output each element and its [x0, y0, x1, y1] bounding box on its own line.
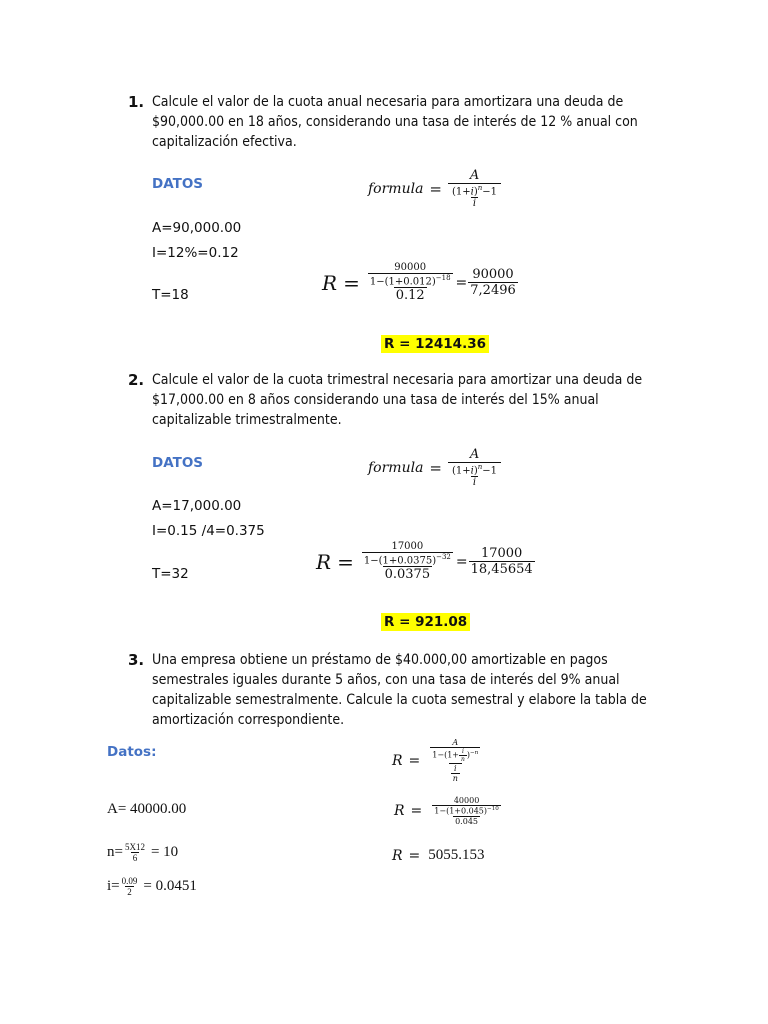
calc-numerator: 17000 — [391, 541, 424, 552]
problem-2-answer: R = 921.08 — [381, 613, 470, 631]
problem-3-n: n= $\frac{5X12}{6}$ = 10 — [107, 842, 179, 863]
n-numerator: 5X12 — [124, 842, 145, 852]
problem-1-periods: T=18 — [152, 287, 189, 303]
calc-divisor: 0.12 — [395, 288, 425, 304]
problem-3-line-1: Una empresa obtiene un préstamo de $40.000,00 amortizable en pagos — [152, 652, 608, 668]
problem-3-calculation: R = $\frac{\frac{40000}{1-(1+0.045)^{-10}}}{0.045}$ — [394, 796, 499, 826]
problem-3-i: i= $\frac{0.09}{2}$ = 0.0451 — [107, 876, 197, 897]
problem-1-line-2: $90,000.00 en 18 años, considerando una tasa de interés de 12 % anual con — [152, 114, 638, 130]
n-denominator: 6 — [132, 853, 138, 863]
problem-3-number: 3. — [128, 651, 145, 669]
problem-1-line-1: Calcule el valor de la cuota anual necesaria para amortizara una deuda de — [152, 94, 624, 110]
formula-fraction: A $\frac{(1+i)^n-1}{i}$ — [448, 447, 501, 488]
i-value: = 0.0451 — [143, 878, 197, 894]
calc-inner: 1−(1+0.0375) — [363, 555, 437, 567]
problem-2-amount: A=17,000.00 — [152, 498, 242, 514]
problem-1-answer: R = 12414.36 — [381, 335, 489, 353]
problem-3-formula: R = A 1−(1+ $\frac{i}{n}$ )$^{-n}$ $\frac{i}{n}$ — [392, 738, 479, 783]
calc-exponent: −32 — [436, 553, 451, 561]
problem-3-line-3: capitalizable semestralmente. Calcule la cuota semestral y elabore la tabla de — [152, 692, 647, 708]
problem-1-statement — [152, 92, 660, 152]
result-value: 5055.153 — [428, 847, 485, 863]
calc-exponent: −10 — [487, 806, 499, 812]
i-numerator: 0.09 — [121, 876, 138, 886]
result-denominator: 18,45654 — [470, 562, 533, 578]
problem-3-amount: A= 40000.00 — [107, 801, 187, 817]
calc-divisor: 0.0375 — [384, 567, 431, 583]
problem-2-line-1: Calcule el valor de la cuota trimestral necesaria para amortizar una deuda de — [152, 372, 643, 388]
problem-2-statement — [152, 370, 660, 430]
formula-label: formula — [368, 180, 424, 197]
problem-2-formula: formula = A $\frac{(1+i)^n-1}{i}$ — [368, 447, 501, 488]
i-denominator: 2 — [127, 887, 132, 897]
problem-2-line-2: $17,000.00 en 8 años considerando una tasa de interés del 15% anual — [152, 392, 599, 408]
problem-3-result: R = 5055.153 — [392, 847, 485, 864]
problem-2-line-3: capitalizable trimestralmente. — [152, 412, 342, 428]
result-numerator: 17000 — [480, 546, 523, 562]
problem-3-datos-heading: Datos: — [107, 744, 157, 760]
formula-label: formula — [368, 459, 424, 476]
problem-2-periods: T=32 — [152, 566, 189, 582]
calc-numerator: 90000 — [394, 262, 427, 273]
problem-1-line-3: capitalización efectiva. — [152, 134, 297, 150]
problem-1-rate: I=12%=0.12 — [152, 245, 239, 261]
problem-2-datos-heading: DATOS — [152, 455, 204, 471]
problem-2-number: 2. — [128, 371, 145, 389]
problem-3-line-4: amortización correspondiente. — [152, 712, 345, 728]
problem-1-formula: formula = A $\frac{(1+i)^n-1}{i}$ — [368, 168, 501, 209]
result-denominator: 7,2496 — [470, 283, 516, 299]
calc-inner: 1−(1+0.012) — [369, 276, 436, 288]
calc-inner: 1−(1+0.045) — [434, 806, 488, 816]
problem-2-rate: I=0.15 /4=0.375 — [152, 523, 265, 539]
result-numerator: 90000 — [472, 267, 514, 283]
problem-1-amount: A=90,000.00 — [152, 220, 242, 236]
calc-exponent: −18 — [435, 274, 451, 282]
problem-2-calculation: R = $\frac{17000}{1-(1+0.0375)^{-32}}$ 0.0375 = $\frac{17000}{18,45654}$ — [316, 541, 533, 583]
calc-divisor: 0.045 — [455, 816, 478, 826]
n-value: = 10 — [150, 844, 179, 860]
problem-1-datos-heading: DATOS — [152, 176, 204, 192]
problem-1-number: 1. — [128, 93, 145, 111]
problem-1-calculation: R = $\frac{90000}{1-(1+0.012)^{-18}}$ 0.12 = $\frac{90000}{7,2496}$ — [322, 262, 516, 304]
problem-3-line-2: semestrales iguales durante 5 años, con una tasa de interés del 9% anual — [152, 672, 620, 688]
formula-fraction: A $\frac{(1+i)^n-1}{i}$ — [448, 168, 501, 209]
problem-3-statement — [152, 650, 664, 730]
calc-numerator: 40000 — [453, 796, 480, 805]
